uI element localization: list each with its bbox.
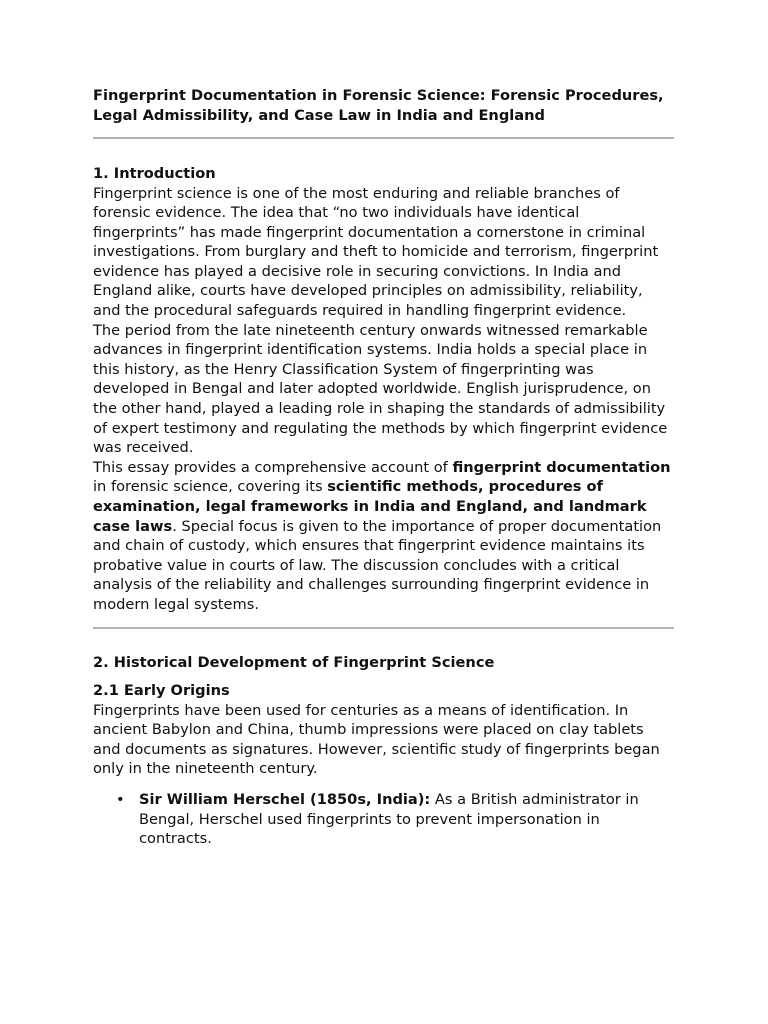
bullet-icon: • [116,790,125,808]
text-run: in forensic science, covering its [93,478,328,496]
paragraph: The period from the late nineteenth century onwards witnessed remarkable advances in fingerprint identification systems. India holds a special place in this history, as the Henry Classification System of fingerprinting was developed in Bengal and later adopted worldwide. English jurisprudence, on the other hand, played a leading role in shaping the standards of admissibility of expert testimony and regulating the methods by which fingerprint evidence was received. [93,321,668,457]
list-item [116,790,674,849]
bold-text: Sir William Herschel (1850s, India): [139,790,431,808]
bold-text: scientific methods, procedures of examination, legal frameworks in India and England, and landmark case laws [93,478,647,535]
document-title: Fingerprint Documentation in Forensic Science: Forensic Procedures, Legal Admissibility, and Case Law in India and England [93,87,664,124]
paragraph: Fingerprints have been used for centuries as a means of identification. In ancient Babylon and China, thumb impressions were placed on clay tablets and documents as signatures. However, scientific study of fingerprints began only in the nineteenth century. [93,701,660,778]
paragraph: Fingerprint science is one of the most enduring and reliable branches of forensic evidence. The idea that “no two individuals have identical fingerprints” has made fingerprint documentation a cornerstone in criminal investigations. From burglary and theft to homicide and terrorism, fingerprint evidence has played a decisive role in securing convictions. In India and England alike, courts have developed principles on admissibility, reliability, and the procedural safeguards required in handling fingerprint evidence. [93,184,659,320]
divider [93,137,674,139]
section-heading-historical-development: 2. Historical Development of Fingerprint Science [93,653,495,671]
section-heading-introduction: 1. Introduction [93,165,216,182]
text-run: This essay provides a comprehensive account of [93,458,453,476]
text-run: As a British administrator in Bengal, Herschel used fingerprints to prevent impersonation in contracts. [139,790,639,848]
divider [93,627,674,629]
bullet-list [93,790,674,849]
subsection-heading-early-origins: 2.1 Early Origins [93,682,230,700]
bold-text: fingerprint documentation [452,458,671,476]
text-run: . Special focus is given to the importance of proper documentation and chain of custody, which ensures that fingerprint evidence maintains its probative value in courts of law. The discussion concludes with a critical analysis of the reliability and challenges surrounding fingerprint evidence in modern legal systems. [93,517,662,613]
paragraph [93,458,674,615]
